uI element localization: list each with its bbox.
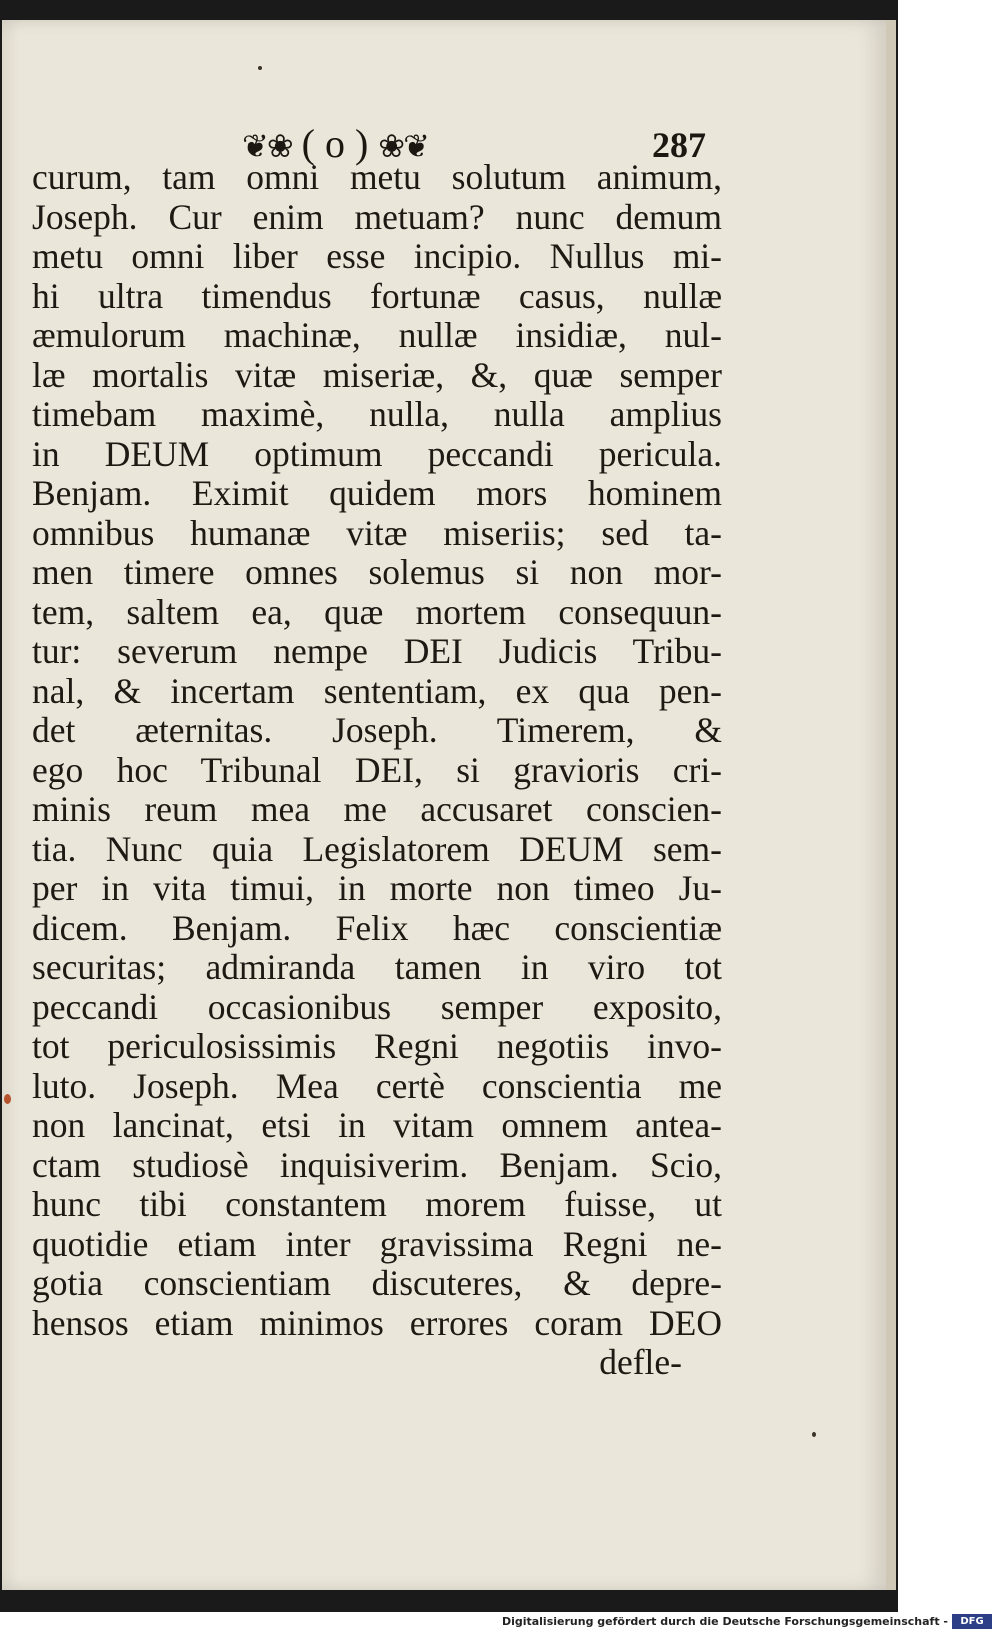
text-line: tur: severum nempe DEI Judicis Tribu- xyxy=(32,631,722,671)
text-line: non lancinat, etsi in vitam omnem antea- xyxy=(32,1105,722,1145)
body-text xyxy=(32,158,722,1383)
text-line: timebam maximè, nulla, nulla amplius xyxy=(32,394,722,434)
text-line: det æternitas. Joseph. Timerem, & xyxy=(32,710,722,750)
book-page xyxy=(2,20,888,1590)
text-line: quotidie etiam inter gravissima Regni ne- xyxy=(32,1223,722,1264)
page-edge xyxy=(886,20,896,1590)
ornament-left-icon: ❦❀ xyxy=(242,128,292,164)
text-line: hunc tibi constantem morem fuisse, ut xyxy=(32,1184,722,1224)
text-line: in DEUM optimum peccandi pericula. xyxy=(32,433,722,474)
text-line: tot periculosissimis Regni negotiis invo- xyxy=(32,1026,722,1066)
text-line: luto. Joseph. Mea certè conscientia me xyxy=(32,1065,722,1106)
text-line: minis reum mea me accusaret conscien- xyxy=(32,789,722,829)
ornament-right-icon: ❀❦ xyxy=(378,128,428,164)
text-line: defle- xyxy=(599,1342,682,1382)
text-line: curum, tam omni metu solutum animum, xyxy=(32,157,722,197)
text-line: læ mortalis vitæ miseriæ, &, quæ semper xyxy=(32,354,722,395)
text-line: hi ultra timendus fortunæ casus, nullæ xyxy=(32,275,722,316)
text-line: securitas; admiranda tamen in viro tot xyxy=(32,947,722,987)
text-line: ctam studiosè inquisiverim. Benjam. Scio, xyxy=(32,1144,722,1185)
ink-speck xyxy=(812,1432,816,1437)
text-line: men timere omnes solemus si non mor- xyxy=(32,552,722,592)
footer-credit: Digitalisierung gefördert durch die Deutsche Forschungsgemeinschaft - xyxy=(501,1615,948,1628)
text-line: tem, saltem ea, quæ mortem consequun- xyxy=(32,591,722,632)
text-line: Benjam. Eximit quidem mors hominem xyxy=(32,473,722,513)
text-line: Joseph. Cur enim metuam? nunc demum xyxy=(32,196,722,237)
page-number: 287 xyxy=(652,125,706,165)
text-line: dicem. Benjam. Felix hæc conscientiæ xyxy=(32,907,722,948)
dfg-logo: DFG xyxy=(952,1614,992,1629)
text-line: nal, & incertam sententiam, ex qua pen- xyxy=(32,670,722,711)
text-line: ego hoc Tribunal DEI, si gravioris cri- xyxy=(32,749,722,790)
text-line: omnibus humanæ vitæ miseriis; sed ta- xyxy=(32,512,722,553)
text-line: tia. Nunc quia Legislatorem DEUM sem- xyxy=(32,828,722,869)
text-line: hensos etiam minimos errores coram DEO xyxy=(32,1302,722,1343)
running-head-text: ( o ) xyxy=(301,121,369,166)
text-line: metu omni liber esse incipio. Nullus mi- xyxy=(32,236,722,276)
footer-bar xyxy=(0,1612,1000,1632)
text-line: gotia conscientiam discuteres, & depre- xyxy=(32,1263,722,1303)
margin-mark xyxy=(4,1094,11,1104)
text-line: peccandi occasionibus semper exposito, xyxy=(32,986,722,1027)
ink-speck xyxy=(258,66,262,70)
text-line: per in vita timui, in morte non timeo Ju- xyxy=(32,868,722,908)
text-line: æmulorum machinæ, nullæ insidiæ, nul- xyxy=(32,315,722,355)
